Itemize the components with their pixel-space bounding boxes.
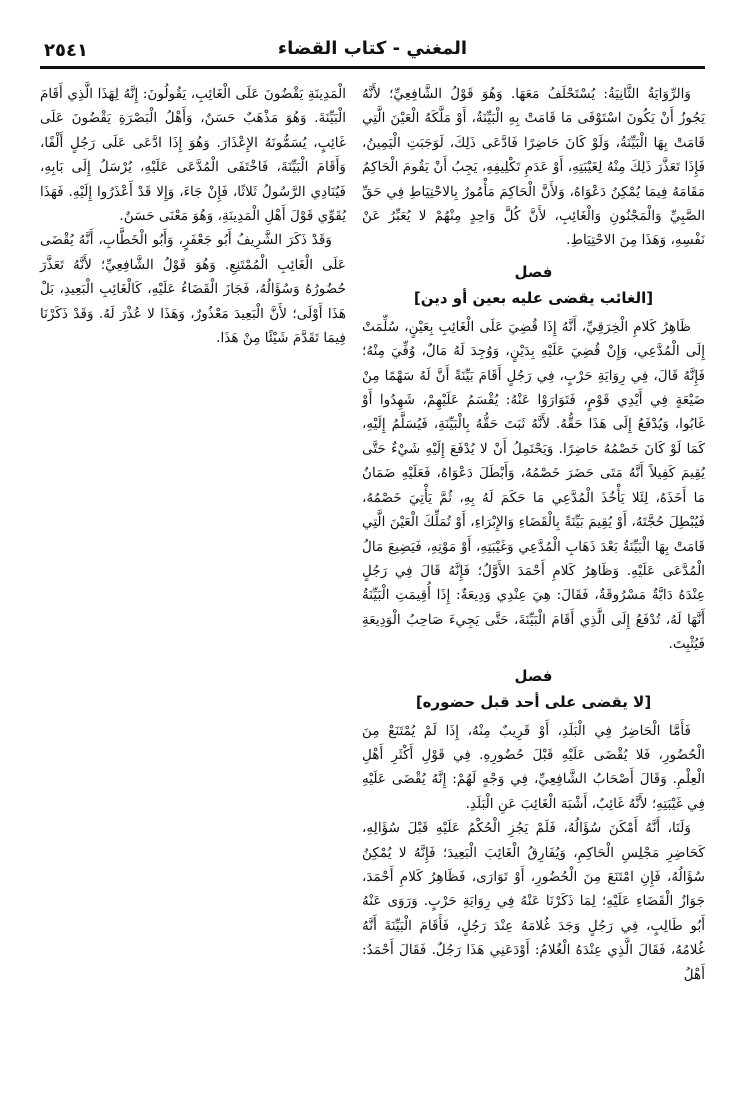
left-column — [40, 82, 346, 350]
section1-paragraph: ظَاهِرُ كَلامِ الْخِرَقِيِّ، أَنَّهُ إِذَا قُضِيَ عَلَى الْغَائِبِ بِعَيْنٍ، سُلِّمَتْ إِلَى الْمُدَّعِي، وَإِنْ قُضِيَ عَلَيْهِ بِدَيْنٍ، وَوُجِدَ لَهُ مَالٌ، وُفِّيَ مِنْهُ؛ فَإِنَّهُ قَالَ، فِي رِوَايَةِ حَرْبٍ، فِي رَجُلٍ أَقَامَ بَيِّنَةً أَنَّ لَهُ سَهْمًا مِنْ ضَيْعَةٍ فِي أَيْدِي قَوْمٍ، فَتَوَارَوْا عَنْهُ: يُقْسَمُ عَلَيْهِمْ، شَهِدُوا أَوْ غَابُوا، وَيُدْفَعُ إِلَى هَذَا حَقُّهُ. لأَنَّهُ ثَبَتَ حَقُّهُ بِالْبَيِّنَةِ، فَيُسَلَّمُ إِلَيْهِ، كَمَا لَوْ كَانَ خَصْمُهُ حَاضِرًا. وَيَحْتَمِلُ أَنْ لا يُدْفَعَ إِلَيْهِ شَيْءٌ حَتَّى يُقِيمَ كَفِيلاً أَنَّهُ مَتَى حَضَرَ خَصْمُهُ، وَأَبْطَلَ دَعْوَاهُ، فَعَلَيْهِ ضَمَانُ مَا أَخَذَهُ، لِئَلا يَأْخُذَ الْمُدَّعِي مَا حَكَمَ لَهُ بِهِ، ثُمَّ يَأْتِيَ خَصْمُهُ، فَيُبْطِلَ حُجَّتَهُ، أَوْ يُقِيمَ بَيِّنَةً بِالْقَضَاءِ وَالإِبْرَاءِ، أَوْ تُمَلِّكَ الْعَيْنَ الَّتِي قَامَتْ بِهَا الْبَيِّنَةُ بَعْدَ ذَهَابِ الْمُدَّعِي وَغَيْبَتِهِ، أَوْ مَوْتِهِ، فَيَضِيعَ مَالُ الْمُدَّعَى عَلَيْهِ. وَظَاهِرُ كَلامِ أَحْمَدَ الأَوَّلُ؛ فَإِنَّهُ قَالَ فِي رَجُلٍ عِنْدَهُ دَابَّةٌ مَسْرُوقَةٌ، فَقَالَ: هِيَ عِنْدِي وَدِيعَةٌ: إِذَا أُقِيمَتِ الْبَيِّنَةُ أَنَّهَا لَهُ، تُدْفَعُ إِلَى الَّذِي أَقَامَ الْبَيِّنَةَ، حَتَّى يَجِيءَ صَاحِبُ الْوَدِيعَةِ فَيُثْبِتَ. — [362, 318, 705, 653]
left-paragraph-1: الْمَدِينَةِ يَقْضُونَ عَلَى الْغَائِبِ، يَقُولُونَ: إِنَّهُ لِهَذَا الَّذِي أَقَامَ الْبَيِّنَةَ. وَهُوَ مَذْهَبٌ حَسَنٌ، وَأَهْلُ الْبَصْرَةِ يَقْضُونَ عَلَى غَائِبٍ، يُسَمُّونَهُ الإِعْذَارَ. وَهُوَ إِذَا ادَّعَى عَلَى رَجُلٍ أَلْفًا، وَأَقَامَ الْبَيِّنَةَ، فَاخْتَفَى الْمُدَّعَى عَلَيْهِ، يُرْسَلُ إِلَى بَابِهِ، فَيُنَادِي الرَّسُولُ ثَلاثًا، فَإِنْ جَاءَ، وَإِلا قَدْ أَعْذَرُوا إِلَيْهِ. فَهَذَا يُقَوِّي قَوْلَ أَهْلِ الْمَدِينَةِ، وَهُوَ مَعْنَى حَسَنٌ. — [40, 86, 346, 225]
page-header — [40, 36, 705, 68]
section-heading: فصل — [514, 666, 553, 685]
right-column — [362, 82, 705, 987]
section-heading: فصل — [514, 262, 553, 281]
left-paragraph-2: وَقَدْ ذَكَرَ الشَّرِيفُ أَبُو جَعْفَرٍ، وَأَبُو الْخَطَّابِ، أَنَّهُ يُقْضَى عَلَى الْغَائِبِ الْمُمْتَنِعِ. وَهُوَ قَوْلُ الشَّافِعِيِّ؛ لأَنَّهُ تَعَذَّرَ حُضُورُهُ وَسُؤَالُهُ، فَجَازَ الْقَضَاءُ عَلَيْهِ، كَالْغَائِبِ الْبَعِيدِ، بَلْ هَذَا أَوْلَى؛ لأَنَّ الْبَعِيدَ مَعْذُورٌ، وَهَذَا لا عُذْرَ لَهُ. وَقَدْ ذَكَرْنَا فِيمَا تَقَدَّمَ شَيْئًا مِنْ هَذَا. — [40, 232, 346, 347]
section-subheading: [لا يقضى على أحد قبل حضوره] — [415, 692, 652, 711]
section-subheading: [الغائب يقضى عليه بعين أو دين] — [413, 288, 654, 307]
running-title: المغني - كتاب القضاء — [277, 38, 468, 59]
header-rule — [40, 66, 705, 69]
page-number: ٢٥٤١ — [44, 40, 88, 61]
section2-paragraph-2: وَلَنَا، أَنَّهُ أَمْكَنَ سُؤَالُهُ، فَلَمْ يَجُزِ الْحُكْمُ عَلَيْهِ قَبْلَ سُؤَالِهِ، كَحَاضِرِ مَجْلِسِ الْحَاكِمِ، وَيُفَارِقُ الْغَائِبَ الْبَعِيدَ؛ فَإِنَّهُ لا يُمْكِنُ سُؤَالُهُ، فَإِنِ امْتَنَعَ مِنَ الْحُضُورِ، أَوْ تَوَارَى، فَظَاهِرُ كَلامِ أَحْمَدَ، جَوَازُ الْقَضَاءِ عَلَيْهِ؛ لِمَا ذَكَرْنَا عَنْهُ فِي رِوَايَةِ حَرْبٍ. وَرَوَى عَنْهُ أَبُو طَالِبٍ، فِي رَجُلٍ وَجَدَ غُلامَهُ عِنْدَ رَجُلٍ، فَأَقَامَ الْبَيِّنَةَ أَنَّهُ غُلامُهُ، فَقَالَ الَّذِي عِنْدَهُ الْغُلامُ: أَوْدَعَنِي هَذَا رَجُلٌ. فَقَالَ أَحْمَدُ: أَهْلُ — [362, 820, 705, 983]
intro-paragraph: وَالرِّوَايَةُ الثَّانِيَةُ: يُسْتَحْلَفُ مَعَهَا. وَهُوَ قَوْلُ الشَّافِعِيِّ؛ لأَنَّهُ يَجُوزُ أَنْ يَكُونَ اسْتَوْفَى مَا قَامَتْ بِهِ الْبَيِّنَةُ، أَوْ مَلَّكَهُ الْعَيْنَ الَّتِي قَامَتْ بِهَا الْبَيِّنَةُ، وَلَوْ كَانَ حَاضِرًا فَادَّعَى ذَلِكَ، لَوَجَبَتِ الْيَمِينُ، فَإِذَا تَعَذَّرَ ذَلِكَ مِنْهُ لِغَيْبَتِهِ، أَوْ عَدَمِ تَكْلِيفِهِ، يَجِبُ أَنْ يَقُومَ الْحَاكِمُ مَقَامَهُ فِيمَا يُمْكِنُ دَعْوَاهُ، وَلأَنَّ الْحَاكِمَ مَأْمُورٌ بِالاحْتِيَاطِ فِي حَقِّ الصَّبِيِّ وَالْمَجْنُونِ وَالْغَائِبِ، لأَنَّ كُلَّ وَاحِدٍ مِنْهُمْ لا يُعَبِّرُ عَنْ نَفْسِهِ، وَهَذَا مِنَ الاحْتِيَاطِ. — [362, 86, 705, 249]
section2-paragraph-1: فَأَمَّا الْحَاضِرُ فِي الْبَلَدِ، أَوْ قَرِيبٌ مِنْهُ، إِذَا لَمْ يُمْتَنَعْ مِنَ الْحُضُورِ، فَلا يُقْضَى عَلَيْهِ قَبْلَ حُضُورِهِ. فِي قَوْلِ أَكْثَرِ أَهْلِ الْعِلْمِ. وَقَالَ أَصْحَابُ الشَّافِعِيِّ، فِي وَجْهٍ لَهُمْ: إِنَّهُ يُقْضَى عَلَيْهِ فِي غَيْبَتِهِ؛ لأَنَّهُ غَائِبٌ، أَشْبَهَ الْغَائِبَ عَنِ الْبَلَدِ. — [362, 722, 705, 812]
